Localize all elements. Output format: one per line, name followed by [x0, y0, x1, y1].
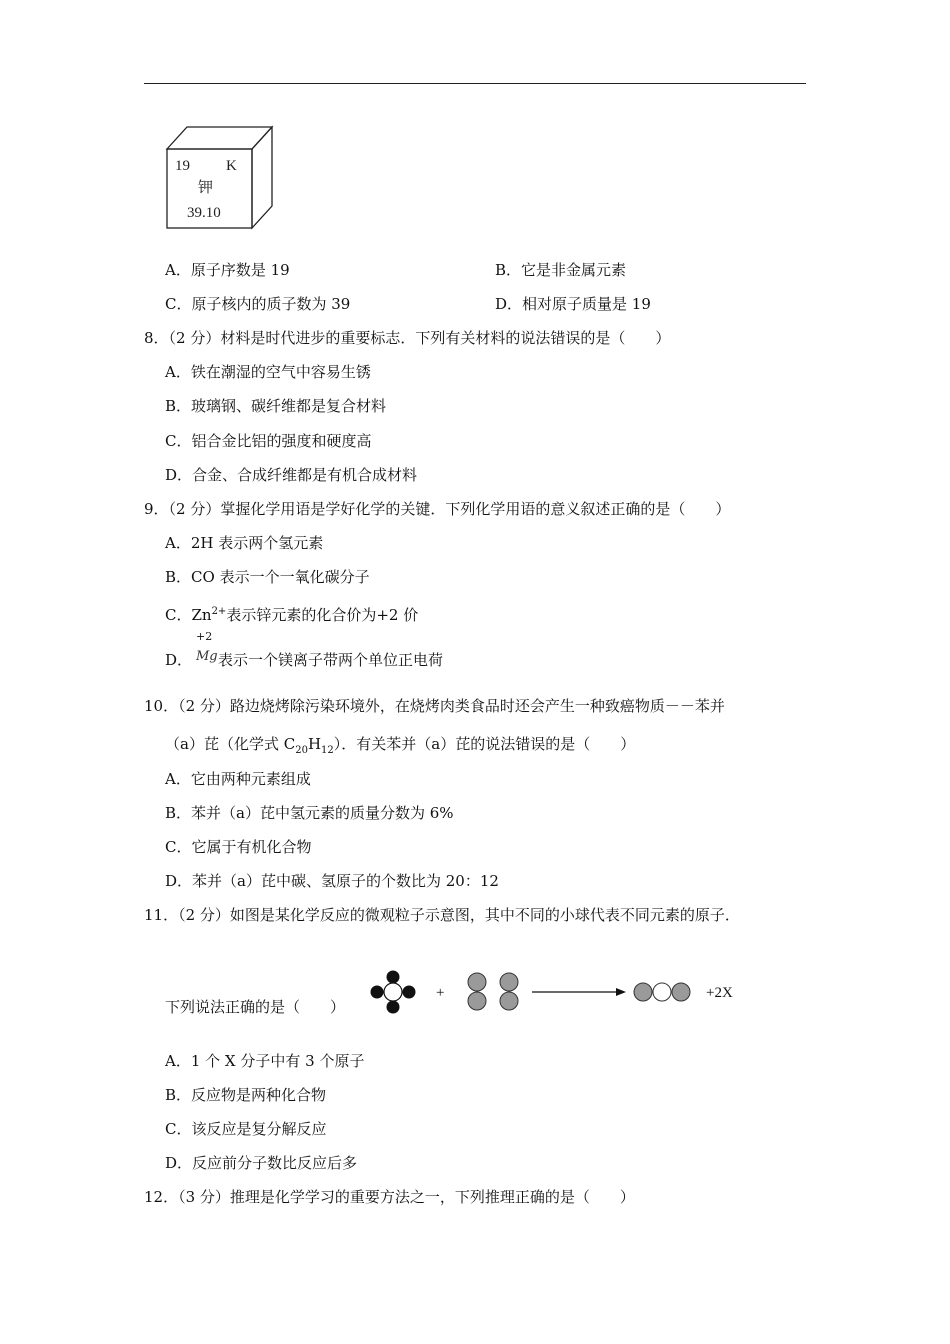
q7-option-b: B．它是非金属元素 [495, 261, 627, 279]
header-rule [144, 83, 806, 84]
magnesium-valence-notation [196, 631, 218, 669]
magnesium-symbol: Mg [196, 649, 218, 664]
q9-option-b: B．CO 表示一个一氧化碳分子 [165, 568, 370, 586]
atom-grey [500, 973, 518, 991]
q7-option-c: C．原子核内的质子数为 39 [165, 295, 351, 313]
element-card-figure [164, 124, 276, 230]
q8-option-c: C．铝合金比铝的强度和硬度高 [165, 432, 372, 450]
arrow-head-icon [616, 988, 626, 996]
q8-stem: 8．（2 分）材料是时代进步的重要标志．下列有关材料的说法错误的是（ ） [144, 329, 671, 347]
q8-option-d: D．合金、合成纤维都是有机合成材料 [165, 466, 418, 484]
q9-option-c: C．$Zn^{2+}$表示锌元素的化合价为+2 价 [165, 606, 419, 624]
q7-option-d: D．相对原子质量是 19 [495, 295, 651, 313]
q9-stem: 9．（2 分）掌握化学用语是学好化学的关键．下列化学用语的意义叙述正确的是（ ） [144, 500, 731, 518]
q10-option-c: C．它属于有机化合物 [165, 838, 312, 856]
element-name: 钾 [198, 178, 214, 196]
q7-option-a: A．原子序数是 19 [165, 261, 290, 279]
atom-grey [468, 973, 486, 991]
q11-stem-line2: 下列说法正确的是（ ） [165, 998, 346, 1016]
element-mass: 39.10 [187, 205, 221, 221]
atom-white [384, 983, 402, 1001]
q10-option-d: D．苯并（a）芘中碳、氢原子的个数比为 20：12 [165, 872, 499, 890]
plus-sign: + [436, 985, 445, 1001]
q12-stem: 12．（3 分）推理是化学学习的重要方法之一，下列推理正确的是（ ） [144, 1188, 635, 1206]
q9-option-d-label: D． [165, 651, 193, 669]
q10-stem-line1: 10．（2 分）路边烧烤除污染环境外，在烧烤肉类食品时还会产生一种致癌物质－－苯并 [144, 697, 725, 715]
atom-grey [468, 992, 486, 1010]
q9-option-a: A．2H 表示两个氢元素 [165, 534, 324, 552]
atom-grey [672, 983, 690, 1001]
q11-option-b: B．反应物是两种化合物 [165, 1086, 327, 1104]
q11-option-d: D．反应前分子数比反应后多 [165, 1154, 358, 1172]
q10-stem-line2: （a）芘（化学式 $C_{20}H_{12}$）．有关苯并（a）芘的说法错误的是（ ） [165, 735, 636, 756]
q11-option-c: C．该反应是复分解反应 [165, 1120, 327, 1138]
reaction-diagram [360, 964, 760, 1020]
q8-option-a: A．铁在潮湿的空气中容易生锈 [165, 363, 371, 381]
element-number: 19 [175, 158, 190, 174]
q10-option-a: A．它由两种元素组成 [165, 770, 311, 788]
atom-black [387, 971, 400, 984]
valence-charge: +2 [196, 630, 213, 643]
product-extra: +2X [706, 985, 733, 1001]
atom-black [387, 1001, 400, 1014]
atom-black [371, 986, 384, 999]
q9-option-d-text: 表示一个镁离子带两个单位正电荷 [218, 651, 444, 669]
atom-black [403, 986, 416, 999]
element-symbol: K [226, 158, 237, 174]
q11-option-a: A．1 个 X 分子中有 3 个原子 [165, 1052, 365, 1070]
atom-white [653, 983, 671, 1001]
atom-grey [500, 992, 518, 1010]
q8-option-b: B．玻璃钢、碳纤维都是复合材料 [165, 397, 387, 415]
q10-option-b: B．苯并（a）芘中氢元素的质量分数为 6% [165, 804, 454, 822]
atom-grey [634, 983, 652, 1001]
q11-stem: 11．（2 分）如图是某化学反应的微观粒子示意图，其中不同的小球代表不同元素的原子． [144, 906, 740, 924]
